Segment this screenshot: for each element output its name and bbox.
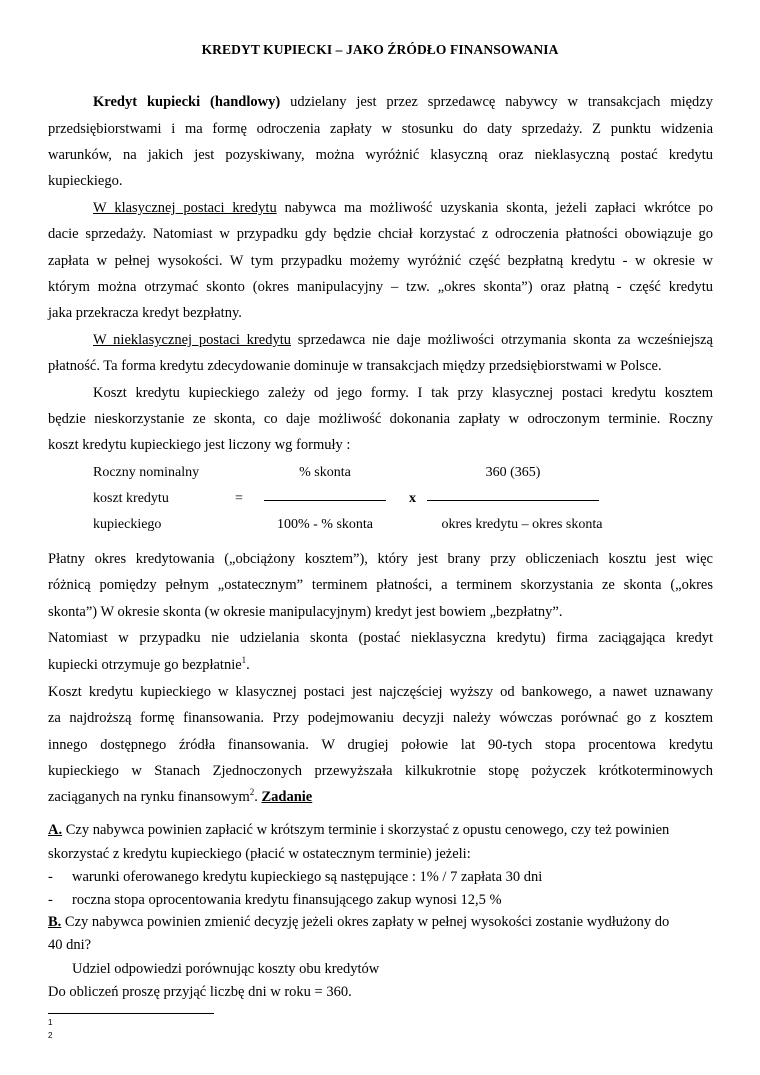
p5-line-1: Płatny okres kredytowania („obciążony kosztem”), który jest brany przy obliczeniach kosztu jest więc xyxy=(48,551,713,567)
p7-line-5-mid: . xyxy=(254,789,262,805)
p3-line-2: płatność. Ta forma kredytu zdecydowanie dominuje w transakcjach między przedsiębiorstwami w Polsce. xyxy=(48,358,662,374)
formula-label-2: koszt kredytu xyxy=(93,491,169,506)
task-a-line-2: skorzystać z kredytu kupieckiego (płacić w ostatecznym terminie) jeżeli: xyxy=(48,846,471,862)
formula-label-1: Roczny nominalny xyxy=(93,465,200,480)
p1-line-3: warunków, na jakich jest pozyskiwany, można wyróżnić klasyczną oraz nieklasyczną postać kredytu xyxy=(48,147,713,163)
formula-equals: = xyxy=(235,491,243,506)
p7-line-1: Koszt kredytu kupieckiego w klasycznej postaci jest najczęściej wyższy od bankowego, a nawet uznawany xyxy=(48,684,713,700)
p2-underlined-term: W klasycznej postaci kredytu xyxy=(93,200,277,216)
p6-line-2-text: kupiecki otrzymuje go bezpłatnie xyxy=(48,657,242,673)
p2-line-2: dacie sprzedaży. Natomiast w przypadku gdy będzie chciał korzystać z odroczenia płatności obowiązuje go xyxy=(48,226,713,242)
footnote-2: 2 xyxy=(48,1031,53,1040)
task-b-line-1-text: Czy nabywca powinien zmienić decyzję jeżeli okres zapłaty w pełnej wysokości zostanie wydłużony do xyxy=(61,914,670,930)
p4-line-3: koszt kredytu kupieckiego jest liczony wg formuły : xyxy=(48,437,351,453)
document-title: KREDYT KUPIECKI – JAKO ŹRÓDŁO FINANSOWANIA xyxy=(201,42,559,57)
task-b-line-2: 40 dni? xyxy=(48,937,92,953)
p1-line-1-text: udzielany jest przez sprzedawcę nabywcy w transakcjach między xyxy=(280,94,713,110)
task-a-label: A. xyxy=(48,822,63,838)
p2-line-1 xyxy=(93,200,713,217)
p6-line-2-end: . xyxy=(246,657,250,673)
task-b-line-1 xyxy=(48,914,669,931)
formula-fraction-line-2 xyxy=(427,500,599,501)
closing-line-2: Do obliczeń proszę przyjąć liczbę dni w roku = 360. xyxy=(48,984,352,1000)
bullet-2-text: roczna stopa oprocentowania kredytu finansującego zakup wynosi 12,5 % xyxy=(72,892,502,908)
formula-numerator-1: % skonta xyxy=(299,465,351,480)
p5-line-2: różnicą pomiędzy pełnym „ostatecznym” terminem płatności, a terminem skorzystania ze skonta („okres xyxy=(48,577,713,593)
p2-line-1-text: nabywca ma możliwość uzyskania skonta, jeżeli zapłaci wkrótce po xyxy=(276,200,714,216)
p4-line-2: będzie nieskorzystanie ze skonta, co daje możliwość dokonania zapłaty w odroczonym terminie. Roczny xyxy=(48,411,713,427)
closing-line-1: Udziel odpowiedzi porównując koszty obu kredytów xyxy=(72,961,380,977)
p3-underlined-term: W nieklasycznej postaci kredytu xyxy=(93,332,291,348)
task-b-label: B. xyxy=(48,914,62,930)
p7-line-3: innego dostępnego źródła finansowania. W drugiej połowie lat 90-tych stopa procentowa kredytu xyxy=(48,737,713,753)
formula-denominator-2: okres kredytu – okres skonta xyxy=(441,517,603,532)
footnote-1: 1 xyxy=(48,1018,53,1027)
formula-denominator-1: 100% - % skonta xyxy=(276,517,374,532)
bullet-1-mark: - xyxy=(48,869,53,885)
p4-line-1: Koszt kredytu kupieckiego zależy od jego formy. I tak przy klasycznej postaci kredytu kosztem xyxy=(93,385,713,401)
formula-label-3: kupieckiego xyxy=(93,517,162,532)
p3-line-1 xyxy=(93,332,713,349)
p7-line-5 xyxy=(48,789,312,806)
p1-line-1 xyxy=(93,94,713,111)
p3-line-1-text: sprzedawca nie daje możliwości otrzymania skonta za wcześniejszą xyxy=(290,332,713,348)
p2-line-3: zapłata w pełnej wysokości. W tym przypadku możemy wyróżnić część bezpłatną kredytu - w okresie w xyxy=(48,253,713,269)
footnote-ref-1[interactable]: 1 xyxy=(241,655,247,666)
formula-fraction-line-1 xyxy=(264,500,386,501)
p6-line-2 xyxy=(48,657,250,674)
footnote-separator xyxy=(48,1013,214,1014)
p7-line-4: kupieckiego w Stanach Zjednoczonych przewyższała kilkukrotnie stopę pożyczek krótkoterminowych xyxy=(48,763,713,779)
task-heading: Zadanie xyxy=(261,789,313,805)
p2-line-4: którym można otrzymać skonto (okres manipulacyjny – tzw. „okres skonta”) oraz płatną - część kredytu xyxy=(48,279,713,295)
task-a-line-1-text: Czy nabywca powinien zapłacić w krótszym terminie i skorzystać z opustu cenowego, czy też powinien xyxy=(62,822,670,838)
p5-line-3: skonta”) W okresie skonta (w okresie manipulacyjnym) kredyt jest bowiem „bezpłatny”. xyxy=(48,604,563,620)
formula-numerator-2: 360 (365) xyxy=(485,465,541,480)
bullet-1-text: warunki oferowanego kredytu kupieckiego są następujące : 1% / 7 zapłata 30 dni xyxy=(72,869,543,885)
p7-line-2: za najdroższą formę finansowania. Przy podejmowaniu decyzji należy wówczas porównać go z kosztem xyxy=(48,710,713,726)
p7-line-5-text: zaciąganych na rynku finansowym xyxy=(48,789,250,805)
p1-bold-term: Kredyt kupiecki (handlowy) xyxy=(93,94,281,110)
task-a-line-1 xyxy=(48,822,669,839)
p2-line-5: jaka przekracza kredyt bezpłatny. xyxy=(48,305,242,321)
p1-line-4: kupieckiego. xyxy=(48,173,123,189)
footnote-ref-2[interactable]: 2 xyxy=(249,787,255,798)
bullet-2-mark: - xyxy=(48,892,53,908)
formula-times: x xyxy=(409,491,416,506)
p1-line-2: przedsiębiorstwami i ma formę odroczenia zapłaty w stosunku do daty sprzedaży. Z punktu widzenia xyxy=(48,121,713,137)
p6-line-1: Natomiast w przypadku nie udzielania skonta (postać nieklasyczna kredytu) firma zaciągająca kredyt xyxy=(48,630,713,646)
